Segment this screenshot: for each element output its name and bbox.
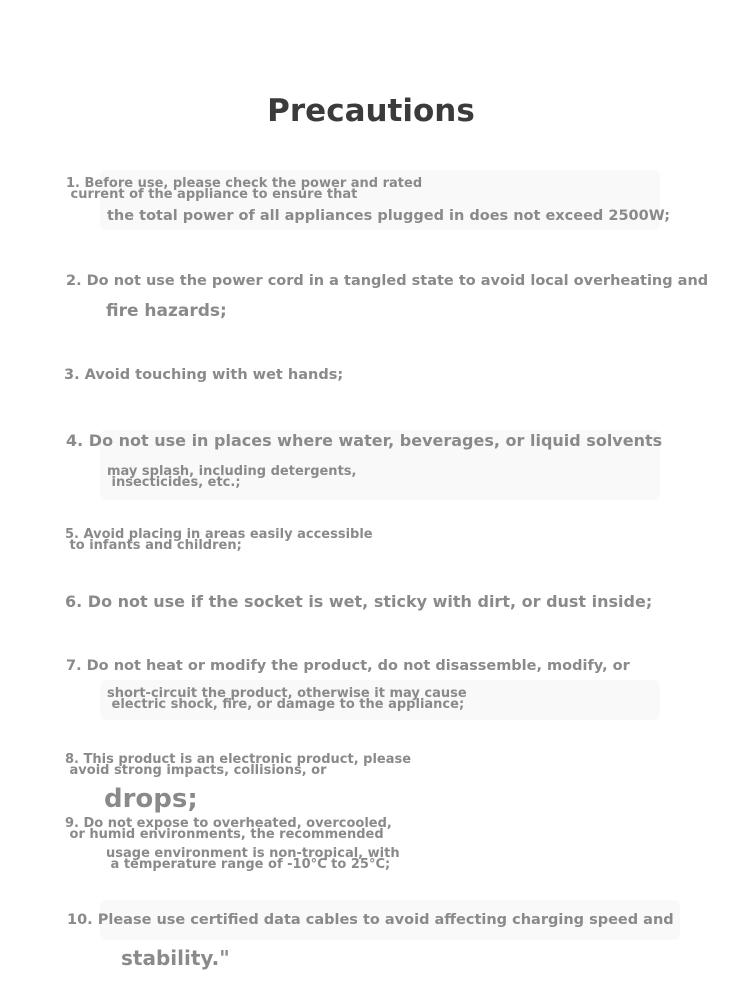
item-9-line-3: usage environment is non-tropical, with bbox=[106, 846, 400, 861]
item-2-line-2: fire hazards; bbox=[106, 301, 227, 321]
item-8-line-1: 8. This product is an electronic product, please bbox=[65, 752, 412, 767]
page-title: Precautions bbox=[267, 93, 475, 129]
item-7-line-2: short-circuit the product, otherwise it may cause bbox=[107, 686, 467, 701]
item-9-line-4: a temperature range of -10°C to 25°C; bbox=[106, 857, 391, 872]
item-9-line-1: 9. Do not expose to overheated, overcooled, bbox=[65, 816, 392, 831]
item-5-line-1: 5. Avoid placing in areas easily accessible bbox=[65, 527, 373, 542]
item-6-line-1: 6. Do not use if the socket is wet, sticky with dirt, or dust inside; bbox=[65, 592, 653, 611]
item-8-line-2: avoid strong impacts, collisions, or bbox=[65, 763, 327, 778]
item-7-line-1: 7. Do not heat or modify the product, do not disassemble, modify, or bbox=[66, 658, 630, 674]
item-7-line-3: electric shock, fire, or damage to the appliance; bbox=[107, 697, 465, 712]
item-4-line-3: insecticides, etc.; bbox=[107, 475, 241, 490]
item-2-line-1: 2. Do not use the power cord in a tangled state to avoid local overheating and bbox=[66, 273, 709, 289]
item-10-line-2: stability." bbox=[121, 946, 230, 970]
item-1-line-2: current of the appliance to ensure that bbox=[66, 187, 358, 202]
item-1-line-3: the total power of all appliances plugged in does not exceed 2500W; bbox=[107, 208, 671, 224]
item-5-line-2: to infants and children; bbox=[65, 538, 242, 553]
item-9-line-2: or humid environments, the recommended bbox=[65, 827, 384, 842]
item-4-line-2: may splash, including detergents, bbox=[107, 464, 357, 479]
item-4-line-1: 4. Do not use in places where water, beverages, or liquid solvents bbox=[66, 431, 663, 450]
item-1-line-1: 1. Before use, please check the power and rated bbox=[66, 176, 423, 191]
item-3-line-1: 3. Avoid touching with wet hands; bbox=[64, 367, 344, 383]
item-8-line-3: drops; bbox=[104, 784, 198, 814]
item-10-line-1: 10. Please use certified data cables to avoid affecting charging speed and bbox=[67, 912, 674, 928]
